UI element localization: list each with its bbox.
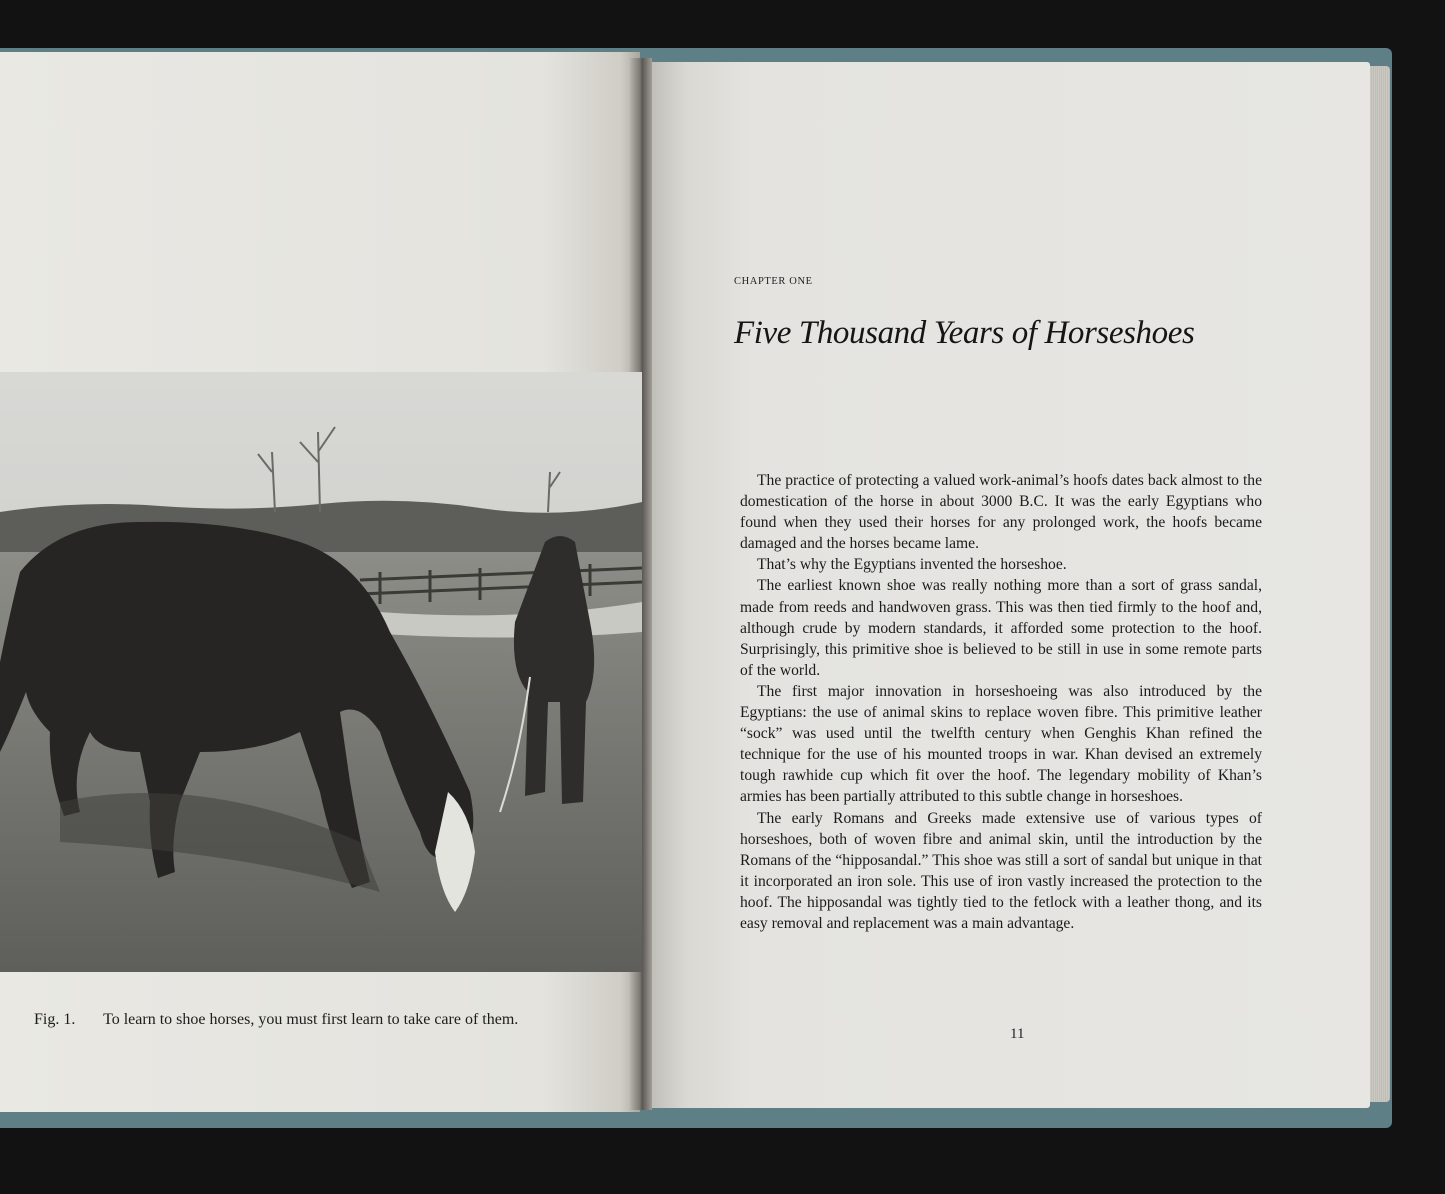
page-number: 11 (1010, 1026, 1025, 1042)
horse-photo-illustration (0, 372, 642, 972)
chapter-body (740, 470, 1262, 934)
paragraph: The first major innovation in horseshoeing was also introduced by the Egyptians: the use of animal skins to replace woven fibre. This primitive leather “sock” was used until the twelfth century when Genghis Khan refined the technique for the use of his mounted troops in war. Khan devised an extremely tough rawhide cup which fit over the hoof. The legendary mobility of Khan’s armies has been partially attributed to this subtle change in horseshoes. (740, 682, 1262, 806)
figure-label: Fig. 1. (34, 1011, 76, 1028)
figure-caption (34, 1011, 634, 1029)
chapter-title: Five Thousand Years of Horseshoes (734, 315, 1195, 351)
paragraph: The early Romans and Greeks made extensive use of various types of horseshoes, both of woven fibre and animal skin, until the introduction by the Romans of the “hipposandal.” This shoe was still a sort of sandal but unique in that it incorporated an iron sole. This use of iron vastly increased the protection to the hoof. The hipposandal was tightly tied to the fetlock with a leather thong, and its easy removal and replacement was a main advantage. (740, 809, 1262, 932)
paragraph: The practice of protecting a valued work-animal’s hoofs dates back almost to the domestication of the horse in about 3000 B.C. It was the early Egyptians who found when they used their horses for any prolonged work, the hoofs became damaged and the horses became lame. (740, 472, 1262, 553)
chapter-label: CHAPTER ONE (734, 276, 813, 287)
horse-photograph (0, 372, 642, 972)
page-edges (1370, 66, 1390, 1102)
paragraph: The earliest known shoe was really nothing more than a sort of grass sandal, made from reeds and handwoven grass. This was then tied firmly to the hoof and, although crude by modern standards, it afforded some protection to the hoof. Surprisingly, this primitive shoe is believed to be still in use in some remote parts of the world. (740, 577, 1262, 679)
paragraph: That’s why the Egyptians invented the horseshoe. (757, 556, 1067, 574)
figure-caption-text: To learn to shoe horses, you must first learn to take care of them. (103, 1011, 519, 1028)
